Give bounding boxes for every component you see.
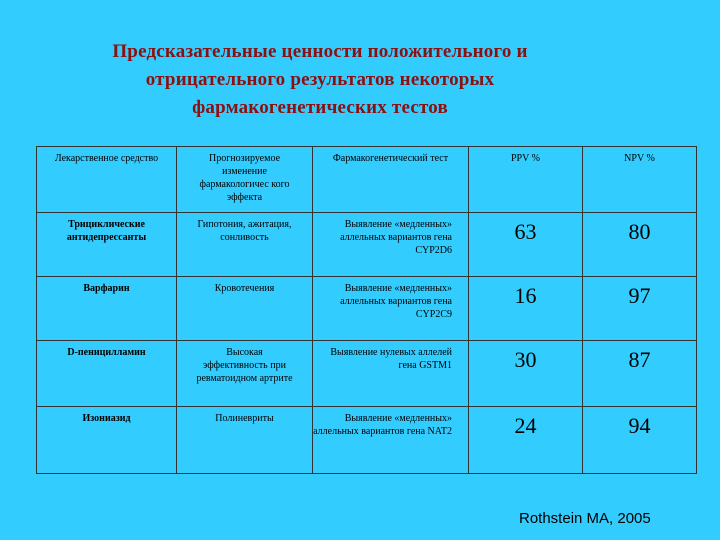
cell-npv: 80 bbox=[583, 213, 697, 277]
cell-effect: Кровотечения bbox=[177, 277, 313, 341]
page-title bbox=[0, 38, 640, 122]
cell-npv: 94 bbox=[583, 407, 697, 474]
cell-test: Выявление «медленных» аллельных вариантов гена CYP2C9 bbox=[313, 277, 469, 341]
cell-npv: 87 bbox=[583, 341, 697, 407]
cell-ppv: 16 bbox=[469, 277, 583, 341]
cell-drug: Трициклические антидепрессанты bbox=[37, 213, 177, 277]
cell-ppv: 24 bbox=[469, 407, 583, 474]
title-line-3: фармакогенетических тестов bbox=[192, 97, 448, 118]
title-line-1: Предсказательные ценности положительного и bbox=[112, 41, 528, 62]
table-row bbox=[37, 277, 697, 341]
cell-test: Выявление «медленных» аллельных вариантов гена CYP2D6 bbox=[313, 213, 469, 277]
cell-drug: Изониазид bbox=[37, 407, 177, 474]
table-row bbox=[37, 213, 697, 277]
table-header-row bbox=[37, 147, 697, 213]
cell-effect: Полиневриты bbox=[177, 407, 313, 474]
cell-test: Выявление нулевых аллелей гена GSTM1 bbox=[313, 341, 469, 407]
table-row bbox=[37, 407, 697, 474]
cell-test: Выявление «медленных» аллельных вариантов гена NAT2 bbox=[313, 407, 469, 474]
title-line-2: отрицательного результатов некоторых bbox=[145, 69, 495, 90]
table-row bbox=[37, 341, 697, 407]
pharmacogenetic-tests-table bbox=[36, 146, 697, 474]
header-effect: Прогнозируемое изменение фармакологичес кого эффекта bbox=[177, 147, 313, 213]
cell-npv: 97 bbox=[583, 277, 697, 341]
cell-ppv: 30 bbox=[469, 341, 583, 407]
cell-effect: Высокая эффективность при ревматоидном артрите bbox=[177, 341, 313, 407]
header-drug: Лекарственное средство bbox=[37, 147, 177, 213]
header-ppv: PPV % bbox=[469, 147, 583, 213]
cell-ppv: 63 bbox=[469, 213, 583, 277]
cell-drug: Варфарин bbox=[37, 277, 177, 341]
header-test: Фармакогенетический тест bbox=[313, 147, 469, 213]
cell-drug: D-пеницилламин bbox=[37, 341, 177, 407]
header-npv: NPV % bbox=[583, 147, 697, 213]
citation: Rothstein MA, 2005 bbox=[519, 510, 651, 527]
cell-effect: Гипотония, ажитация, сонливость bbox=[177, 213, 313, 277]
